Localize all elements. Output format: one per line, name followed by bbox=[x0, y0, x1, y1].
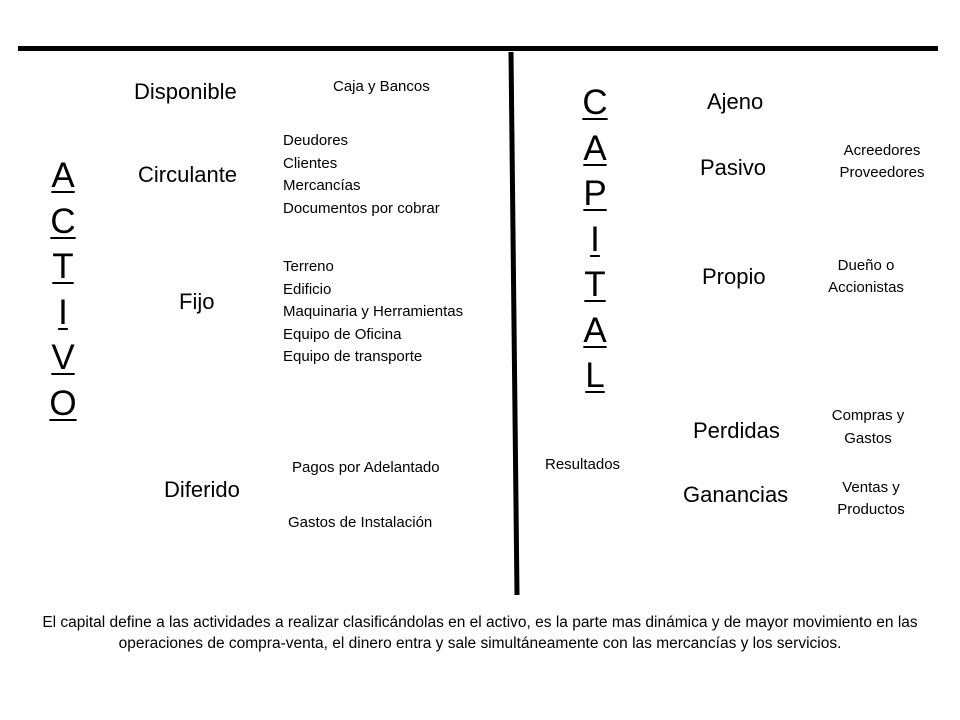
pasivo-details bbox=[822, 140, 942, 184]
propio-details bbox=[806, 255, 926, 299]
detail-line: Ventas y bbox=[842, 479, 900, 496]
list-item: Maquinaria y Herramientas bbox=[283, 303, 464, 320]
activo-letter: C bbox=[50, 201, 76, 241]
detail-line: Compras y bbox=[831, 407, 905, 424]
detail-line: Accionistas bbox=[828, 279, 904, 296]
activo-letter: I bbox=[58, 292, 68, 332]
category-disponible: Disponible bbox=[134, 79, 237, 104]
resultados-label: Resultados bbox=[545, 456, 621, 473]
activo-letter: O bbox=[49, 383, 77, 423]
item-caja-y-bancos: Caja y Bancos bbox=[333, 78, 430, 95]
activo-vertical-title bbox=[36, 153, 90, 426]
list-item: Equipo de Oficina bbox=[283, 325, 402, 343]
list-item: Equipo de transporte bbox=[283, 348, 423, 365]
activo-letter: T bbox=[52, 247, 74, 286]
capital-vertical-title bbox=[568, 80, 622, 399]
capital-letter: A bbox=[583, 128, 607, 168]
activo-letter: V bbox=[51, 338, 75, 377]
detail-line: Dueño o bbox=[837, 257, 895, 274]
capital-letter: T bbox=[584, 265, 606, 304]
perdidas-details bbox=[808, 404, 928, 450]
ganancias-details bbox=[811, 477, 931, 521]
detail-line: Acreedores bbox=[843, 142, 921, 159]
list-item: Edificio bbox=[283, 280, 332, 298]
item-gastos-de-instalacion: Gastos de Instalación bbox=[288, 514, 433, 531]
list-item: Terreno bbox=[283, 258, 334, 275]
vertical-divider-line bbox=[511, 52, 517, 595]
detail-line: Gastos bbox=[844, 430, 892, 447]
capital-letter: I bbox=[590, 219, 600, 259]
capital-letter: L bbox=[585, 356, 605, 395]
category-fijo: Fijo bbox=[179, 289, 215, 314]
category-ganancias: Ganancias bbox=[683, 482, 789, 507]
category-pasivo: Pasivo bbox=[700, 155, 767, 180]
detail-line: Productos bbox=[837, 501, 905, 518]
detail-line: Proveedores bbox=[839, 164, 925, 181]
list-item: Documentos por cobrar bbox=[283, 199, 440, 217]
category-circulante: Circulante bbox=[138, 162, 238, 187]
footer-explanation: El capital define a las actividades a realizar clasificándolas en el activo, es la parte mas dinámica y de mayor movimiento en las operaciones de compra-venta, el dinero entra y sale simultáneamente con las mercancías y los servicios. bbox=[42, 614, 918, 652]
activo-letter: A bbox=[51, 156, 75, 195]
category-propio: Propio bbox=[702, 264, 766, 289]
list-item: Mercancías bbox=[283, 177, 361, 194]
category-perdidas: Perdidas bbox=[693, 418, 780, 443]
category-ajeno: Ajeno bbox=[707, 89, 764, 114]
fijo-item-list bbox=[283, 256, 463, 369]
list-item: Clientes bbox=[283, 154, 338, 172]
capital-letter: C bbox=[582, 83, 608, 122]
circulante-item-list bbox=[283, 130, 440, 220]
item-pagos-por-adelantado: Pagos por Adelantado bbox=[292, 459, 440, 476]
list-item: Deudores bbox=[283, 132, 349, 149]
capital-letter: A bbox=[583, 310, 607, 350]
category-diferido: Diferido bbox=[164, 477, 240, 502]
capital-letter: P bbox=[583, 174, 607, 213]
